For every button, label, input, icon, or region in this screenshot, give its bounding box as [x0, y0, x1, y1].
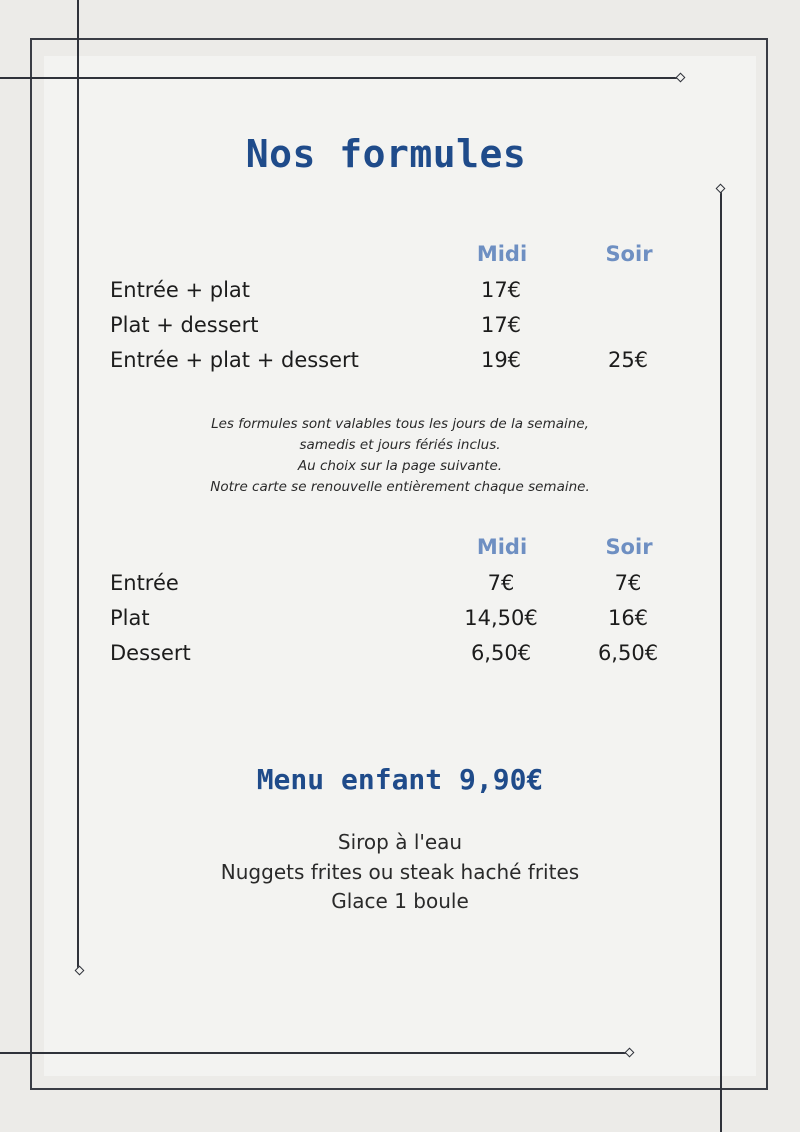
- dish-price-midi: 7€: [487, 571, 515, 595]
- formula-price-midi: 17€: [480, 278, 522, 302]
- column-header-soir: Soir: [605, 242, 653, 266]
- kids-menu-items: [0, 828, 800, 917]
- column-header-soir: Soir: [605, 535, 653, 559]
- frame-line-right-vertical: [720, 188, 722, 1132]
- dish-price-midi: 14,50€: [464, 606, 538, 630]
- kids-menu-title: Menu enfant 9,90€: [256, 763, 544, 796]
- note-line: Au choix sur la page suivante.: [297, 458, 503, 474]
- note-line: samedis et jours fériés inclus.: [299, 437, 501, 453]
- page-title: Nos formules: [245, 132, 527, 176]
- dish-price-soir: 16€: [607, 606, 649, 630]
- dish-price-soir: 6,50€: [597, 641, 659, 665]
- frame-line-bottom-horizontal: [0, 1052, 629, 1054]
- frame-line-top-horizontal: [0, 77, 680, 79]
- note-line: Les formules sont valables tous les jours de la semaine,: [211, 416, 589, 432]
- formula-price-midi: 19€: [480, 348, 522, 372]
- kids-menu-item: Nuggets frites ou steak haché frites: [220, 859, 580, 884]
- dish-price-soir: 7€: [614, 571, 642, 595]
- dish-label: Plat: [110, 606, 150, 630]
- dish-label: Dessert: [110, 641, 191, 665]
- formula-label: Entrée + plat: [110, 278, 251, 302]
- kids-menu-item: Glace 1 boule: [331, 889, 469, 913]
- kids-menu-item: Sirop à l'eau: [337, 830, 463, 854]
- note-line: Notre carte se renouvelle entièrement chaque semaine.: [210, 479, 590, 495]
- formula-label: Entrée + plat + dessert: [110, 348, 359, 372]
- formula-notes: [100, 414, 700, 498]
- dish-label: Entrée: [110, 571, 179, 595]
- formula-label: Plat + dessert: [110, 313, 259, 337]
- column-header-midi: Midi: [476, 535, 528, 559]
- decorative-frame: [30, 38, 768, 1090]
- dish-price-midi: 6,50€: [470, 641, 532, 665]
- formula-price-soir: 25€: [607, 348, 649, 372]
- column-header-midi: Midi: [476, 242, 528, 266]
- formula-price-midi: 17€: [480, 313, 522, 337]
